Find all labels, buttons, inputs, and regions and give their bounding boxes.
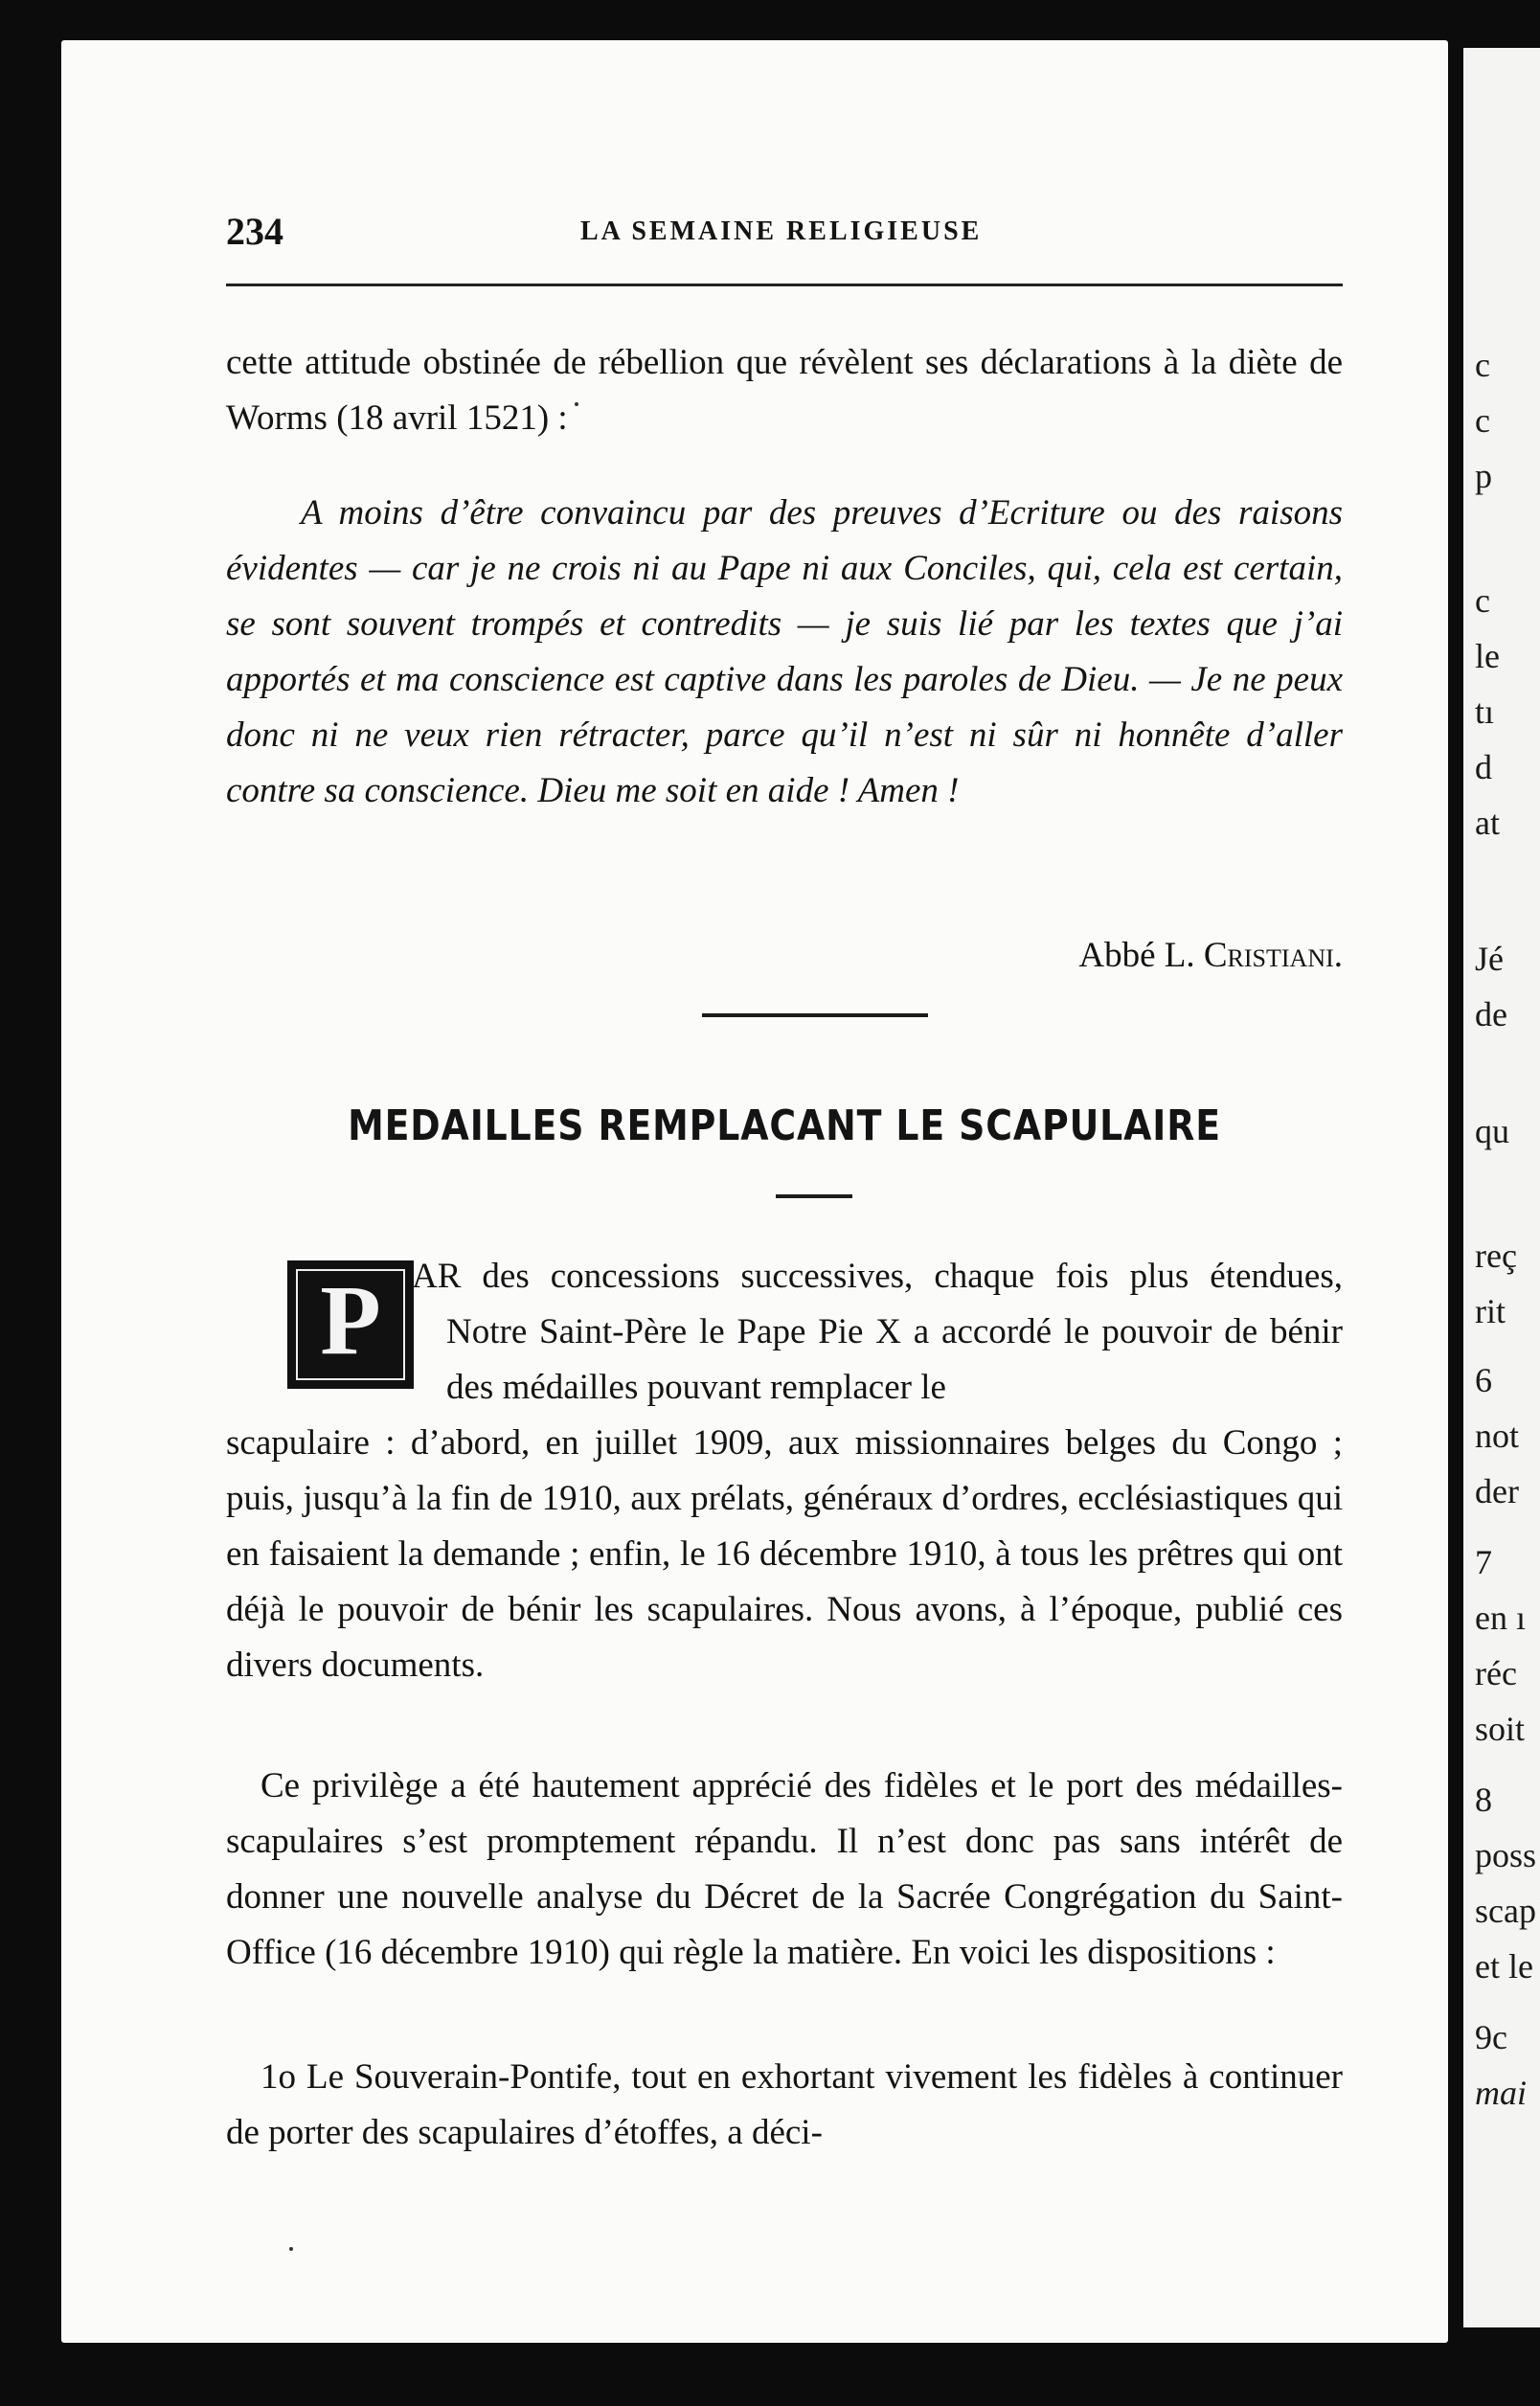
fragment: Jé	[1475, 940, 1504, 978]
fragment: 7	[1475, 1543, 1492, 1581]
paragraph: Ce privilège a été hautement apprécié des fidèles et le port des médailles-scapulaires s’est promptement répandu. Il n’est donc pas sans intérêt de donner une nouvelle analyse du Décret de la Sacrée Congrégation du Saint-Office (16 décembre 1910) qui règle la matière. En voici les dispositions :	[226, 1766, 1343, 1972]
running-header	[226, 209, 1343, 257]
section-separator	[702, 1013, 928, 1017]
fragment: le	[1475, 637, 1500, 675]
fragment: not	[1475, 1417, 1520, 1455]
signature-prefix: Abbé L.	[1078, 936, 1195, 975]
signature	[1078, 935, 1343, 976]
section-title: MEDAILLES REMPLACANT LE SCAPULAIRE	[348, 1101, 1221, 1150]
fragment: qu	[1475, 1112, 1509, 1150]
fragment: et le	[1475, 1947, 1533, 1986]
fragment: réc	[1475, 1654, 1517, 1692]
intro-paragraph: cette attitude obstinée de rébellion que révèlent ses déclarations à la diète de Worms (18 avril 1521) :	[226, 343, 1343, 438]
fragment: c	[1475, 346, 1490, 384]
paragraph-opening: AR des concessions successives, chaque fois plus étendues, Notre Saint-Père le Pape Pie X a accordé le pouvoir de bénir des médailles pouvant remplacer le	[412, 1257, 1343, 1407]
signature-name: Cristiani.	[1203, 936, 1343, 975]
fragment: 9c	[1475, 2018, 1507, 2056]
fragment: poss	[1475, 1836, 1537, 1874]
fragment: 8	[1475, 1781, 1492, 1819]
fragment: reç	[1475, 1237, 1517, 1275]
paragraph: 1o Le Souverain-Pontife, tout en exhortant vivement les fidèles à continuer de porter des scapulaires d’étoffes, a déci-	[226, 2057, 1343, 2152]
fragment: mai	[1475, 2074, 1527, 2112]
fragment: d	[1475, 748, 1492, 786]
adjacent-page-edge	[1463, 48, 1540, 2327]
page-number: 234	[226, 210, 283, 253]
header-rule	[226, 284, 1343, 286]
fragment: de	[1475, 995, 1507, 1033]
fragment: rit	[1475, 1292, 1506, 1330]
running-title: LA SEMAINE RELIGIEUSE	[580, 216, 983, 246]
print-speck	[575, 402, 578, 406]
title-underline	[776, 1194, 852, 1198]
fragment: soit	[1475, 1710, 1526, 1748]
fragment: at	[1475, 804, 1500, 842]
fragment: 6	[1475, 1361, 1492, 1399]
fragment: der	[1475, 1472, 1519, 1510]
paragraph-continuation: scapulaire : d’abord, en juillet 1909, aux missionnaires belges du Congo ; puis, jusqu’à la fin de 1910, aux prélats, généraux d’ordres, ecclésiastiques qui en faisaient la demande ; enfin, le 16 décembre 1910, à tous les prêtres qui ont déjà le pouvoir de bénir les scapulaires. Nous avons, à l’époque, publié ces divers documents.	[226, 1423, 1343, 1685]
fragment: en ı	[1475, 1599, 1526, 1637]
ornamental-drop-cap	[287, 1260, 414, 1389]
drop-cap-letter: P	[320, 1265, 381, 1375]
fragment: c	[1475, 401, 1490, 440]
luther-quote: A moins d’être convaincu par des preuves d’Ecriture ou des raisons évidentes — car je ne crois ni au Pape ni aux Conciles, qui, cela est certain, se sont souvent trompés et contredits — je suis lié par les textes que j’ai apportés et ma conscience est captive dans les paroles de Dieu. — Je ne peux donc ni ne veux rien rétracter, parce qu’il n’est ni sûr ni honnête d’aller contre sa conscience. Dieu me soit en aide ! Amen !	[226, 493, 1343, 810]
fragment: scap	[1475, 1892, 1536, 1930]
fragment: p	[1475, 457, 1492, 495]
print-speck	[289, 2247, 293, 2251]
fragment: tı	[1475, 692, 1495, 731]
fragment: c	[1475, 581, 1490, 620]
